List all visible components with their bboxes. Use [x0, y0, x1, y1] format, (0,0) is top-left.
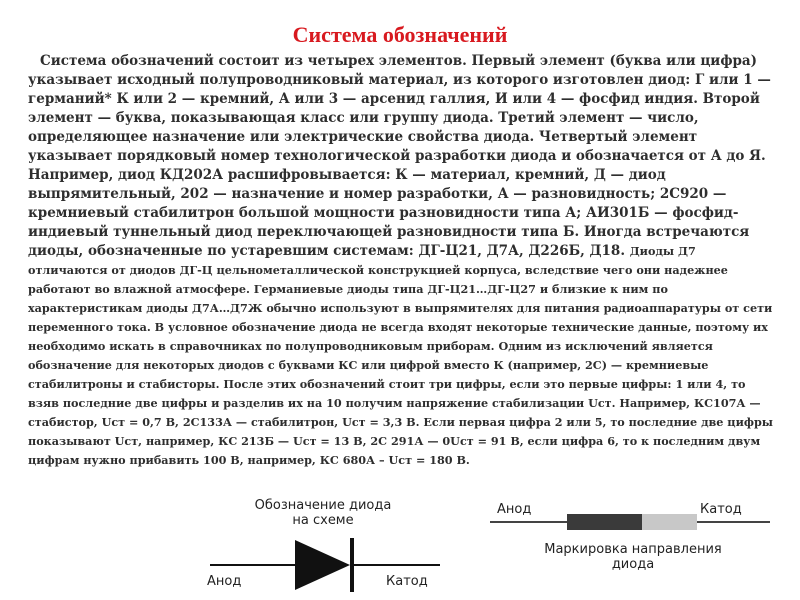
schematic-caption-line1: Обозначение диода: [254, 498, 392, 513]
marking-cathode-label: Катод: [700, 502, 742, 517]
schematic-cathode-label: Катод: [386, 574, 428, 589]
marking-anode-label: Анод: [497, 502, 532, 517]
diode-triangle: [295, 540, 350, 590]
schematic-anode-label: Анод: [207, 574, 242, 589]
marking-band: [567, 514, 642, 530]
detail-paragraph: Диоды Д7 отличаются от диодов ДГ-Ц цельнометаллической конструкцией корпуса, вследствие чего они надежнее работают во влажной атмосфере. Германиевые диоды типа ДГ-Ц21…ДГ-Ц27 и близкие к ним по характеристикам диоды Д7А…Д7Ж обычно используют в выпрямителях для питания радиоаппаратуры от сети переменного тока. В условное обозначение диода не всегда входят некоторые технические данные, поэтому их необходимо искать в справочниках по полупроводниковым приборам. Одним из исключений является обозначение для некоторых диодов с буквами КС или цифрой вместо К (например, 2С) — кремниевые стабилитроны и стабисторы. После этих обозначений стоит три цифры, если это первые цифры: 1 или 4, то взяв последние две цифры и разделив их на 10 получим напряжение стабилизации Uст. Например, КС107А — стабистор, Uст = 0,7 В, 2С133А — стабилитрон, Uст = 3,3 В. Если первая цифра 2 или 5, то последние две цифры показывают Uст, например, КС 213Б — Uст = 13 В, 2С 291А — 0Uст = 91 В, если цифра 6, то к последним двум цифрам нужно прибавить 100 В, например, КС 680А – Uст = 180 В.: [28, 244, 773, 467]
page-title: Система обозначений: [292, 22, 508, 47]
marking-caption: [493, 542, 773, 572]
main-paragraph: Система обозначений состоит из четырех элементов. Первый элемент (буква или цифра) указывает исходный полупроводниковый материал, из которого изготовлен диод: Г или 1 — германий* К или 2 — кремний, А или 3 — арсенид галлия, И или 4 — фосфид индия. Второй элемент — буква, показывающая класс или группу диода. Третий элемент — число, определяющее назначение или электрические свойства диода. Четвертый элемент указывает порядковый номер технологической разработки диода и обозначается от А до Я. Например, диод КД202А расшифровывается: К — материал, кремний, Д — диод выпрямительный, 202 — назначение и номер разработки, А — разновидность; 2С920 — кремниевый стабилитрон большой мощности разновидности типа А; АИ301Б — фосфид-индиевый туннельный диод переключающей разновидности типа Б. Иногда встречаются диоды, обозначенные по устаревшим системам: ДГ-Ц21, Д7А, Д226Б, Д18.: [28, 53, 771, 259]
marking-caption-line2: диода: [611, 557, 655, 572]
marking-caption-line1: Маркировка направления: [544, 542, 722, 557]
schematic-caption-line2: на схеме: [292, 513, 354, 528]
